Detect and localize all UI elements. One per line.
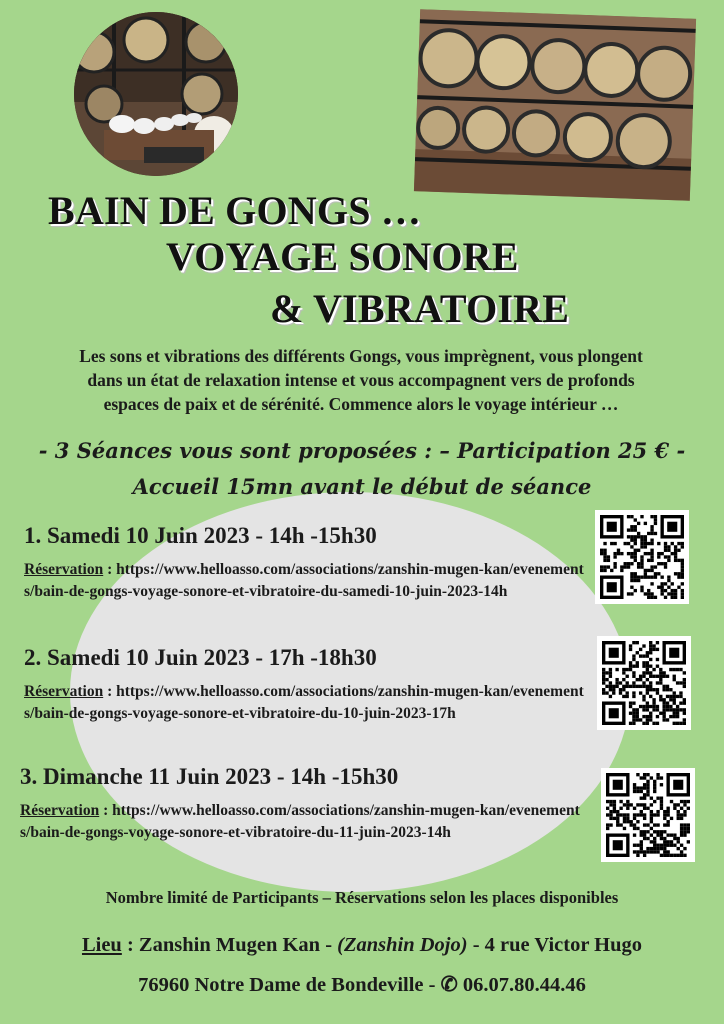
intro-line-1: Les sons et vibrations des différents Gongs, vous imprègnent, vous plongent bbox=[79, 346, 643, 366]
session-3-heading: 3. Dimanche 11 Juin 2023 - 14h -15h30 bbox=[20, 764, 399, 789]
street-address: - 4 rue Victor Hugo bbox=[467, 934, 643, 956]
session-3 bbox=[20, 764, 580, 843]
limited-places-note: Nombre limité de Participants – Réservations selon les places disponibles bbox=[105, 888, 619, 907]
intro-paragraph bbox=[18, 344, 704, 416]
location-line-2 bbox=[0, 972, 724, 997]
location-line-1 bbox=[0, 934, 724, 957]
gong-rack-photo bbox=[414, 9, 696, 201]
session-2-heading: 2. Samedi 10 Juin 2023 - 17h -18h30 bbox=[24, 645, 377, 670]
intro-line-2: dans un état de relaxation intense et vous accompagnent vers de profonds bbox=[87, 370, 635, 390]
qr-code-session-1[interactable] bbox=[595, 510, 689, 604]
session-3-reservation bbox=[20, 800, 580, 843]
location-label: Lieu bbox=[81, 934, 122, 956]
qr-code-session-3[interactable] bbox=[601, 768, 695, 862]
phone-icon: ✆ bbox=[440, 974, 458, 996]
title-line-3: & VIBRATOIRE bbox=[270, 286, 570, 331]
reservation-label: Réservation bbox=[24, 561, 104, 578]
gongs-bowls-photo bbox=[74, 12, 238, 176]
venue-name: : Zanshin Mugen Kan - bbox=[121, 934, 338, 956]
session-1-heading: 1. Samedi 10 Juin 2023 - 14h -15h30 bbox=[24, 523, 377, 548]
reservation-link[interactable]: : https://www.helloasso.com/associations/zanshin-mugen-kan/evenements/bain-de-gongs-voyage-sonore-et-vibratoire-du-11-juin-2023-14h bbox=[20, 802, 580, 841]
phone-number[interactable]: 06.07.80.44.46 bbox=[457, 974, 586, 996]
reservation-link[interactable]: : https://www.helloasso.com/associations/zanshin-mugen-kan/evenements/bain-de-gongs-voyage-sonore-et-vibratoire-du-samedi-10-juin-2023-14h bbox=[24, 561, 584, 600]
intro-line-3: espaces de paix et de sérénité. Commence alors le voyage intérieur … bbox=[103, 394, 619, 414]
session-1-reservation bbox=[24, 559, 584, 602]
sessions-offer: - 3 Séances vous sont proposées : – Participation 25 € - bbox=[38, 438, 686, 463]
reservation-label: Réservation bbox=[24, 683, 104, 700]
session-2-reservation bbox=[24, 681, 584, 724]
session-1 bbox=[24, 523, 584, 602]
dojo-name: (Zanshin Dojo) bbox=[337, 934, 468, 956]
qr-code-session-2[interactable] bbox=[597, 636, 691, 730]
session-2 bbox=[24, 645, 584, 724]
city-address: 76960 Notre Dame de Bondeville - bbox=[138, 974, 441, 996]
reservation-link[interactable]: : https://www.helloasso.com/associations/zanshin-mugen-kan/evenements/bain-de-gongs-voyage-sonore-et-vibratoire-du-10-juin-2023-17h bbox=[24, 683, 584, 722]
reservation-label: Réservation bbox=[20, 802, 100, 819]
arrival-note: Accueil 15mn avant le début de séance bbox=[132, 474, 592, 499]
title-line-1: BAIN DE GONGS … bbox=[48, 188, 422, 233]
title-line-2: VOYAGE SONORE bbox=[166, 234, 519, 279]
